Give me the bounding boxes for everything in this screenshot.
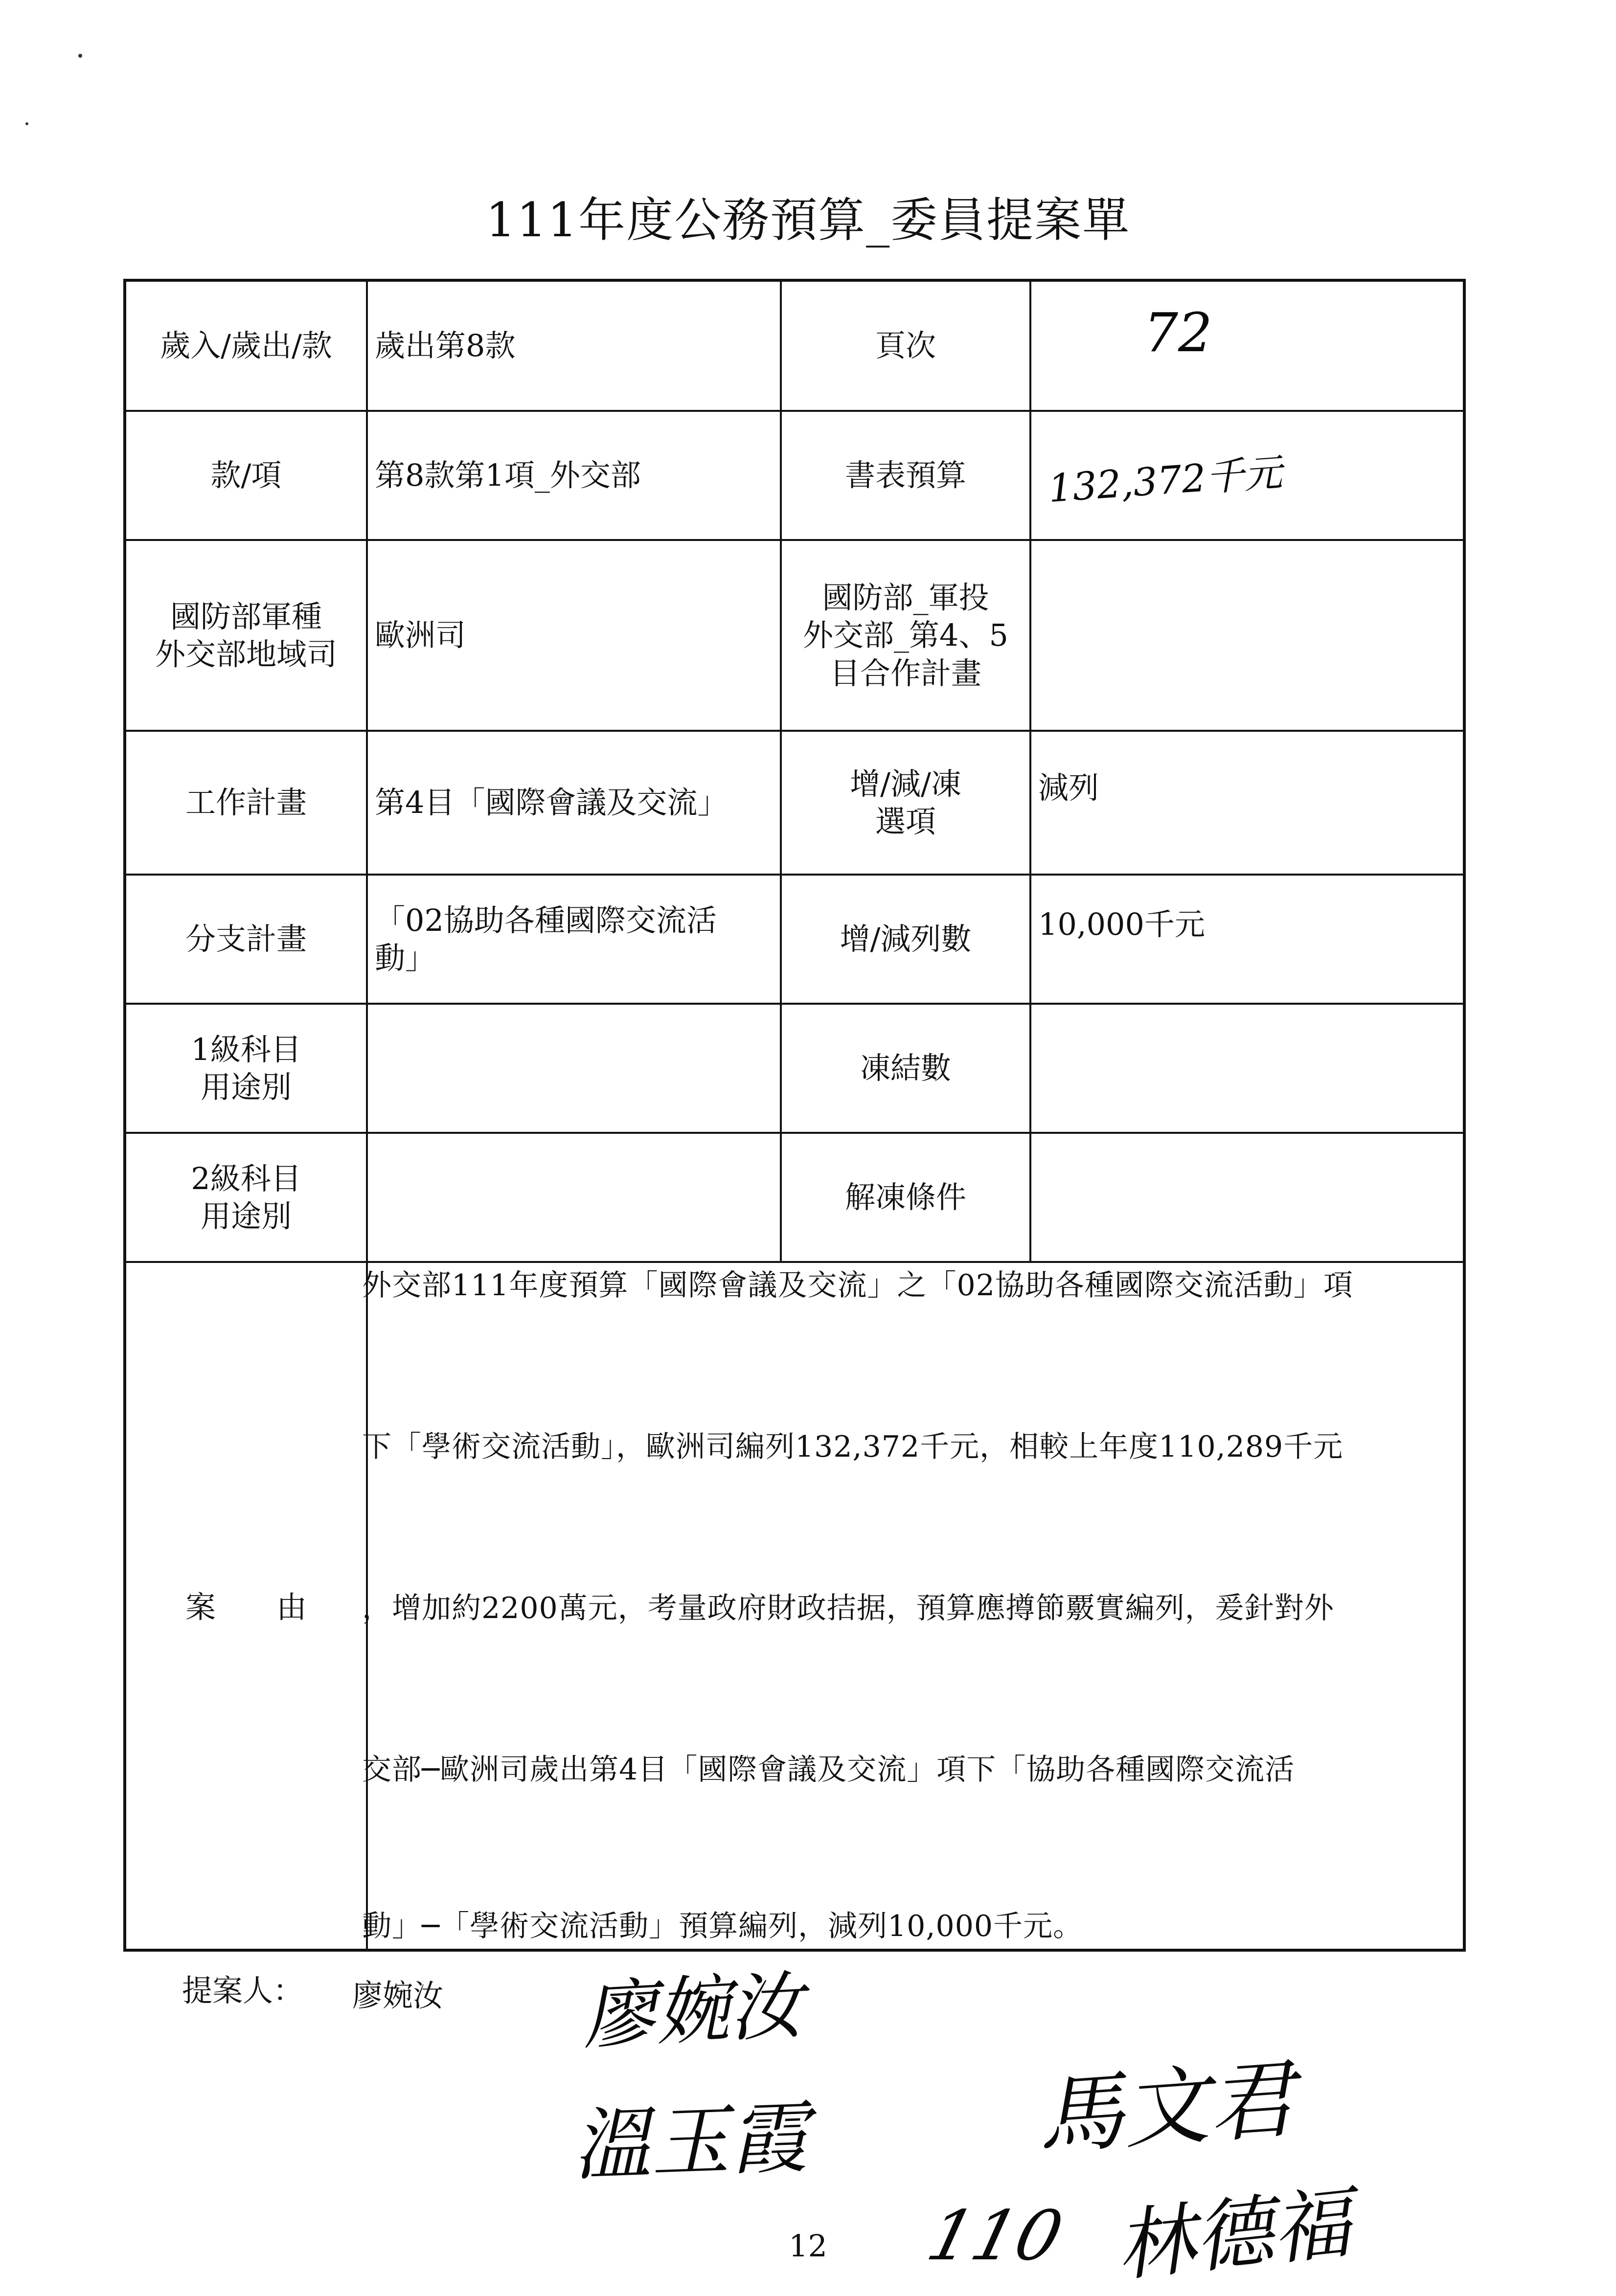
row-label-adjustment-amount: 增/減列數	[840, 921, 972, 957]
row-value-unfreeze-conditions	[1031, 1134, 1465, 1261]
row-value-section: 第8款第1項_外交部	[375, 457, 641, 494]
row-label-budget-type: 歲入/歲出/款	[160, 328, 332, 364]
row-value-frozen-amount	[1031, 1005, 1465, 1132]
row-value-work-plan: 第4目「國際會議及交流」	[375, 785, 728, 821]
signature: 林德福	[1112, 2177, 1355, 2293]
scan-speck	[25, 122, 28, 125]
row-label-unfreeze-conditions: 解凍條件	[844, 1179, 966, 1216]
row-value-cooperation-plan	[1031, 541, 1465, 730]
reason-text-line: 交部─歐洲司歲出第4目「國際會議及交流」項下「協助各種國際交流活	[362, 1753, 1295, 1787]
row-label-cooperation-plan: 國防部_軍投 外交部_第4、5 目合作計畫	[803, 579, 1008, 691]
signature: 溫玉霞	[571, 2092, 809, 2192]
row-label-frozen-amount: 凍結數	[860, 1050, 951, 1086]
row-label-book-budget: 書表預算	[844, 457, 966, 494]
reason-text-line: ，增加約2200萬元，考量政府財政拮据，預算應撙節覈實編列，爰針對外	[362, 1591, 1334, 1625]
reason-label: 案 由	[185, 1589, 307, 1625]
page-number: 12	[789, 2228, 827, 2264]
row-value-level1-subject	[368, 1005, 780, 1132]
row-label-page: 頁次	[875, 328, 936, 364]
row-label-sub-plan: 分支計畫	[185, 921, 307, 957]
row-label-adjustment-option: 增/減/凍 選項	[850, 765, 961, 839]
row-label-department: 國防部軍種 外交部地域司	[155, 598, 337, 672]
scan-speck	[78, 54, 82, 58]
row-label-level1-subject: 1級科目 用途別	[191, 1031, 301, 1105]
row-value-page-handwritten: 72	[1144, 301, 1212, 364]
row-label-work-plan: 工作計畫	[185, 785, 307, 821]
row-value-adjustment-amount: 10,000千元	[1038, 906, 1205, 943]
row-label-section: 款/項	[210, 457, 282, 494]
row-value-level2-subject	[368, 1134, 780, 1261]
signature: 廖婉汝	[580, 1963, 805, 2060]
proposer-name: 廖婉汝	[352, 1978, 444, 2013]
row-value-department: 歐洲司	[375, 617, 466, 653]
row-value-sub-plan: 「02協助各種國際交流活 動」	[375, 902, 717, 976]
signature: 110	[919, 2196, 1070, 2276]
reason-text-line: 下「學術交流活動」，歐洲司編列132,372千元，相較上年度110,289千元	[362, 1430, 1343, 1464]
reason-text-line: 動」─「學術交流活動」預算編列，減列10,000千元。	[362, 1909, 1083, 1943]
proposer-label: 提案人：	[182, 1973, 304, 2008]
row-value-adjustment-option: 減列	[1038, 770, 1099, 806]
signature: 馬文君	[1034, 2049, 1298, 2167]
proposal-form-table	[123, 279, 1466, 1952]
row-label-level2-subject: 2級科目 用途別	[191, 1160, 301, 1234]
reason-text-line: 外交部111年度預算「國際會議及交流」之「02協助各種國際交流活動」項	[362, 1268, 1353, 1303]
row-value-budget-type: 歲出第8款	[375, 328, 516, 364]
row-value-book-budget-handwritten: 132,372千元	[1047, 450, 1284, 512]
page-title: 111年度公務預算_委員提案單	[485, 193, 1131, 248]
